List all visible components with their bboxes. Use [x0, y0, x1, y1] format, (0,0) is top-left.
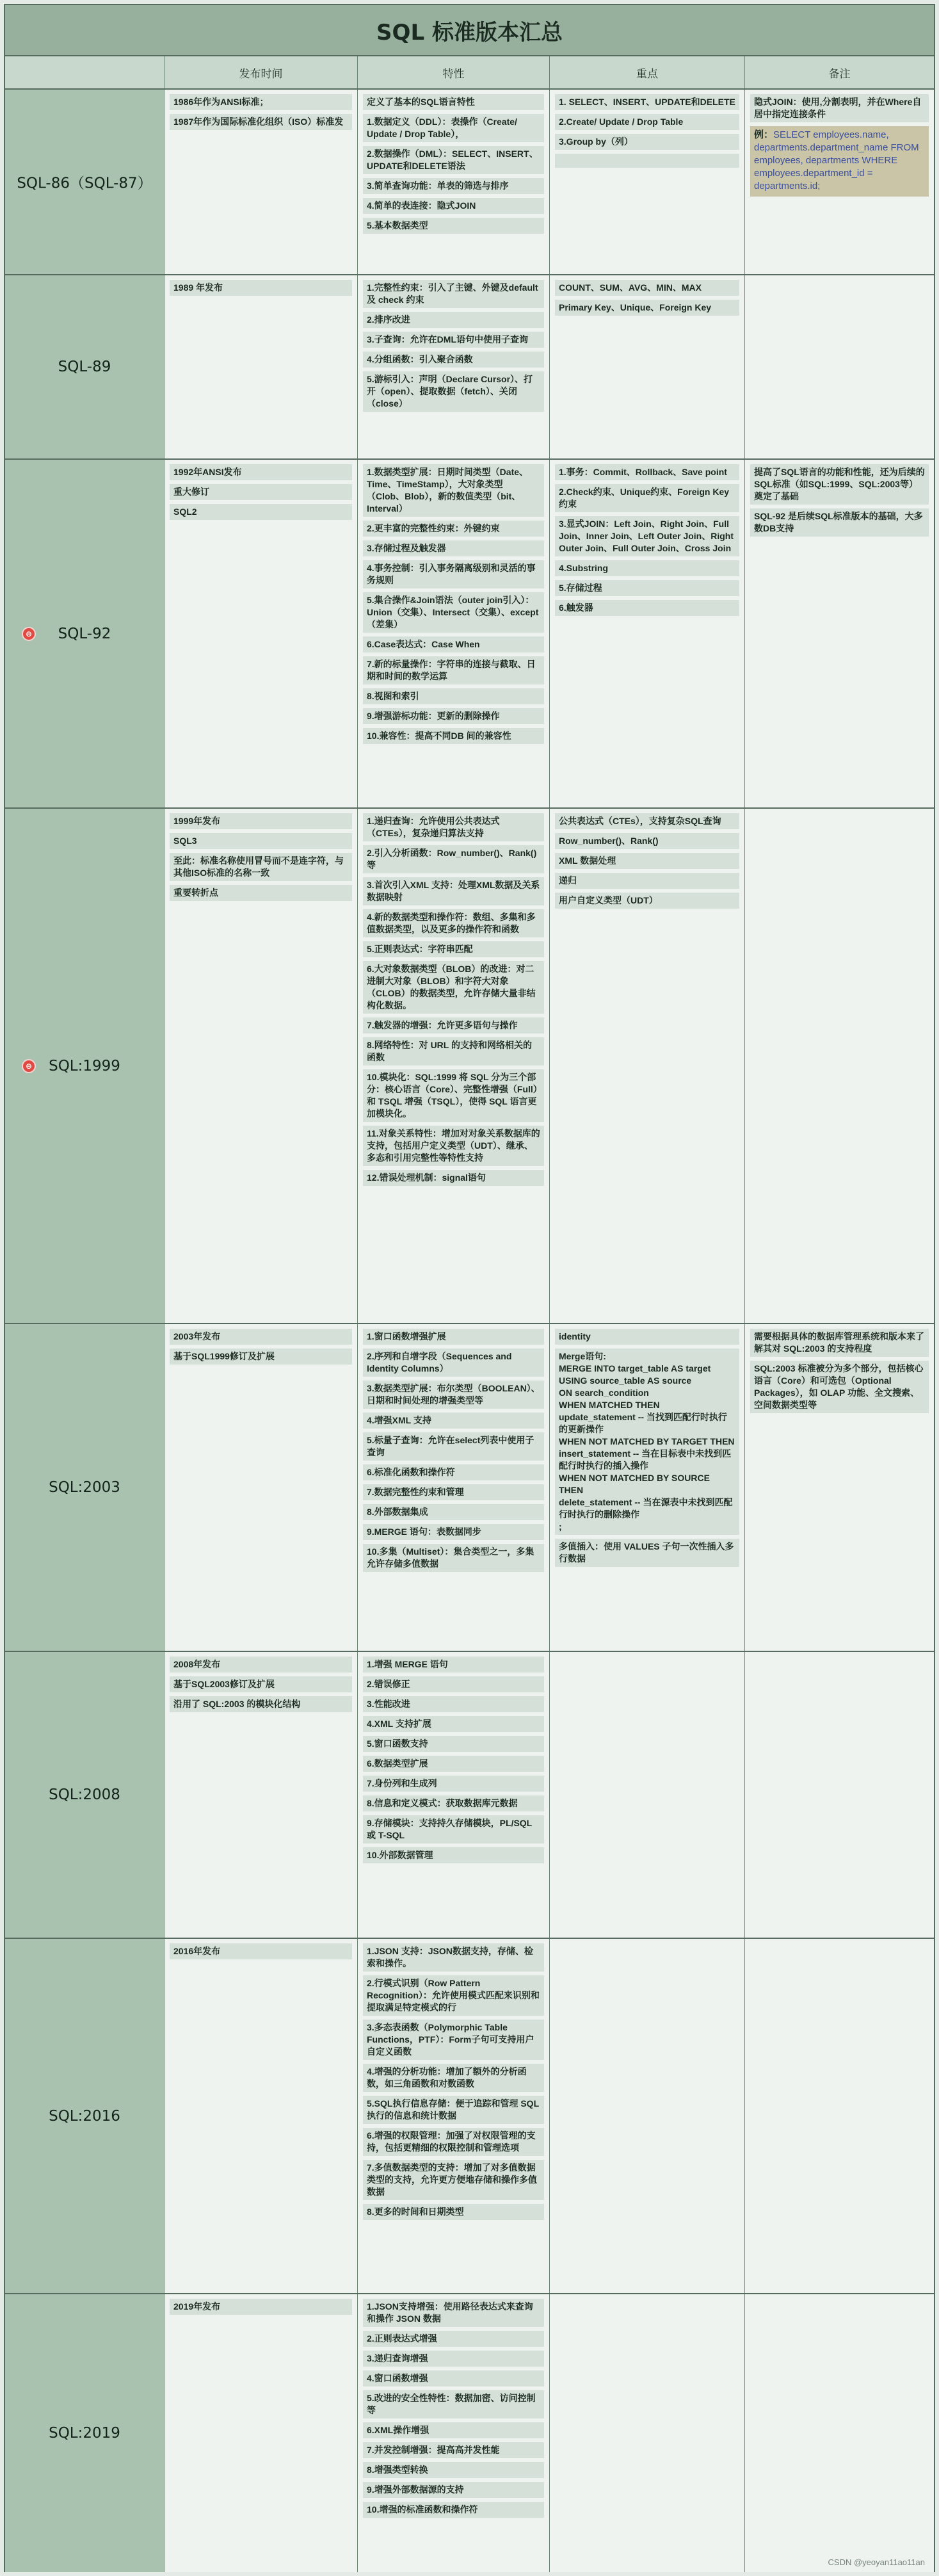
list-item: 3.多态表函数（Polymorphic Table Functions，PTF）：Form子句可支持用户自定义函数: [363, 2020, 544, 2060]
notes-cell: [744, 1324, 934, 1651]
list-item: 7.多值数据类型的支持：增加了对多值数据类型的支持，允许更方便地存储和操作多值数据: [363, 2160, 544, 2200]
list-item: 1.数据类型扩展：日期时间类型（Date、Time、TimeStamp），大对象类型（Clob、Blob），新的数值类型（bit、Interval）: [363, 464, 544, 517]
list-item: SQL2: [170, 504, 352, 520]
list-item: SQL:2003 标准被分为多个部分，包括核心语言（Core）和可选包（Optional Packages），如 OLAP 功能、全文搜索、空间数据类型等: [750, 1361, 929, 1413]
list-item: 7.新的标量操作：字符串的连接与截取、日期和时间的数学运算: [363, 656, 544, 685]
list-item: 2008年发布: [170, 1657, 352, 1673]
list-item: 2.错误修正: [363, 1676, 544, 1692]
key-points-cell: [549, 809, 744, 1323]
list-item: 6.触发器: [555, 600, 739, 616]
list-item: 1987年作为国际标准化组织（ISO）标准发: [170, 114, 352, 130]
notes-cell: [744, 1652, 934, 1938]
list-item: 2.Create/ Update / Drop Table: [555, 114, 739, 130]
list-item: 2003年发布: [170, 1329, 352, 1345]
list-item: 6.标准化函数和操作符: [363, 1464, 544, 1480]
key-points-cell: [549, 1939, 744, 2293]
list-item: 2.排序改进: [363, 312, 544, 328]
list-item: 12.错误处理机制：signal语句: [363, 1170, 544, 1186]
version-cell: [5, 809, 164, 1323]
list-item: 4.增强的分析功能：增加了额外的分析函数，如三角函数和对数函数: [363, 2064, 544, 2092]
list-item: 4.分组函数：引入聚合函数: [363, 352, 544, 368]
features-cell: [357, 1324, 549, 1651]
features-cell: [357, 809, 549, 1323]
list-item: 2.数据操作（DML）：SELECT、INSERT、UPDATE和DELETE语法: [363, 146, 544, 174]
list-item: 2.Check约束、Unique约束、Foreign Key约束: [555, 484, 739, 512]
list-item: 1999年发布: [170, 813, 352, 829]
list-item: 9.增强外部数据源的支持: [363, 2482, 544, 2498]
version-name: SQL:2003: [49, 1479, 120, 1496]
table-row: [5, 1939, 934, 2294]
list-item: 1.窗口函数增强扩展: [363, 1329, 544, 1345]
key-points-cell: [549, 275, 744, 458]
list-item: 1. SELECT、INSERT、UPDATE和DELETE: [555, 94, 739, 110]
list-item: 3.存储过程及触发器: [363, 540, 544, 556]
version-cell: [5, 460, 164, 807]
list-item: 5.改进的安全性特性：数据加密、访问控制等: [363, 2390, 544, 2418]
list-item: 5.游标引入：声明（Declare Cursor）、打开（open）、提取数据（fetch）、关闭（close）: [363, 371, 544, 412]
badge-icon: ⊖: [22, 627, 36, 641]
list-item: 4.新的数据类型和操作符：数组、多集和多值数据类型，以及更多的操作符和函数: [363, 909, 544, 937]
list-item: 2.行模式识别（Row Pattern Recognition）：允许使用模式匹配来识别和提取满足特定模式的行: [363, 1975, 544, 2016]
list-item: 3.数据类型扩展：布尔类型（BOOLEAN）、日期和时间处理的增强类型等: [363, 1381, 544, 1409]
list-item: Row_number()、Rank(): [555, 833, 739, 849]
notes-cell: [744, 1939, 934, 2293]
features-cell: [357, 460, 549, 807]
version-name: SQL:2016: [49, 2107, 120, 2125]
list-item: 8.视图和索引: [363, 688, 544, 704]
list-item: 需要根据具体的数据库管理系统和版本来了解其对 SQL:2003 的支持程度: [750, 1329, 929, 1357]
list-item: 2.正则表达式增强: [363, 2331, 544, 2347]
release-cell: [164, 90, 357, 274]
list-item: 9.MERGE 语句：表数据同步: [363, 1524, 544, 1540]
list-item: 8.外部数据集成: [363, 1504, 544, 1520]
list-item: COUNT、SUM、AVG、MIN、MAX: [555, 280, 739, 296]
list-item: XML 数据处理: [555, 853, 739, 869]
list-item: 7.并发控制增强：提高高并发性能: [363, 2442, 544, 2458]
features-cell: [357, 275, 549, 458]
list-item: 6.数据类型扩展: [363, 1756, 544, 1772]
release-cell: [164, 460, 357, 807]
version-name: SQL:2019: [49, 2425, 120, 2442]
key-points-cell: [549, 2294, 744, 2572]
list-item: 4.窗口函数增强: [363, 2370, 544, 2386]
watermark: CSDN @yeoyan11ao11an: [828, 2557, 925, 2567]
list-item: 5.窗口函数支持: [363, 1736, 544, 1752]
list-item: 3.子查询：允许在DML语句中使用子查询: [363, 332, 544, 348]
header-notes: 备注: [744, 56, 934, 88]
list-item: identity: [555, 1329, 739, 1345]
version-cell: [5, 90, 164, 274]
table-row: [5, 2294, 934, 2572]
list-item: 多值插入：使用 VALUES 子句一次性插入多行数据: [555, 1539, 739, 1567]
list-item: 1.JSON 支持：JSON数据支持，存储、检索和操作。: [363, 1943, 544, 1972]
list-item: SQL-92 是后续SQL标准版本的基础，大多数DB支持: [750, 508, 929, 537]
key-points-cell: [549, 460, 744, 807]
list-item: 3.首次引入XML 支持：处理XML数据及关系数据映射: [363, 877, 544, 905]
list-item: 1.JSON支持增强：使用路径表达式来查询和操作 JSON 数据: [363, 2299, 544, 2327]
code-example-label: 例：: [754, 129, 774, 140]
list-item: 2019年发布: [170, 2299, 352, 2315]
table-row: [5, 90, 934, 275]
list-item: 10.模块化：SQL:1999 将 SQL 分为三个部分：核心语言（Core）、完整性增强（Full）和 TSQL 增强（TSQL），使得 SQL 语言更加模块化。: [363, 1069, 544, 1122]
release-cell: [164, 809, 357, 1323]
version-cell: [5, 1652, 164, 1938]
notes-cell: [744, 90, 934, 274]
list-item: 用户自定义类型（UDT）: [555, 893, 739, 909]
table-row: [5, 809, 934, 1324]
list-item: 7.数据完整性约束和管理: [363, 1484, 544, 1500]
release-cell: [164, 1324, 357, 1651]
notes-cell: [744, 809, 934, 1323]
version-name: SQL-86（SQL-87）: [17, 175, 152, 192]
list-item: 3.性能改进: [363, 1696, 544, 1712]
version-cell: [5, 1324, 164, 1651]
list-item: 1.完整性约束：引入了主键、外键及default 及 check 约束: [363, 280, 544, 308]
version-name: SQL:2008: [49, 1786, 120, 1803]
list-item: 1992年ANSI发布: [170, 464, 352, 480]
key-points-cell: [549, 1652, 744, 1938]
release-cell: [164, 1652, 357, 1938]
key-points-cell: [549, 90, 744, 274]
list-item: 3.Group by（列）: [555, 134, 739, 150]
list-item: 10.多集（Multiset）：集合类型之一，多集允许存储多值数据: [363, 1544, 544, 1572]
table-row: [5, 1652, 934, 1939]
list-item: 1.递归查询：允许使用公共表达式（CTEs），复杂递归算法支持: [363, 813, 544, 841]
list-item: 7.身份列和生成列: [363, 1776, 544, 1792]
key-points-cell: [549, 1324, 744, 1651]
header-version: [5, 56, 164, 88]
list-item: 沿用了 SQL:2003 的模块化结构: [170, 1696, 352, 1712]
list-item: 8.增强类型转换: [363, 2462, 544, 2478]
list-item: 4.事务控制：引入事务隔离级别和灵活的事务规则: [363, 560, 544, 588]
list-item: 1.事务：Commit、Rollback、Save point: [555, 464, 739, 480]
list-item: 8.更多的时间和日期类型: [363, 2204, 544, 2220]
version-cell: [5, 1939, 164, 2293]
list-item: 4.Substring: [555, 560, 739, 576]
list-item: 10.外部数据管理: [363, 1847, 544, 1863]
table-header: [5, 56, 934, 90]
header-features: 特性: [357, 56, 549, 88]
list-item: 5.基本数据类型: [363, 218, 544, 234]
table-row: [5, 1324, 934, 1652]
list-item: 5.SQL执行信息存储：便于追踪和管理 SQL 执行的信息和统计数据: [363, 2096, 544, 2124]
list-item: 3.简单查询功能：单表的筛选与排序: [363, 178, 544, 194]
list-item: 1.增强 MERGE 语句: [363, 1657, 544, 1673]
release-cell: [164, 2294, 357, 2572]
list-item: 基于SQL2003修订及扩展: [170, 1676, 352, 1692]
header-release: 发布时间: [164, 56, 357, 88]
version-cell: [5, 2294, 164, 2572]
list-item: 重大修订: [170, 484, 352, 500]
code-example: [750, 126, 929, 197]
version-name: SQL:1999: [49, 1057, 120, 1074]
list-item: [555, 154, 739, 168]
list-item: 4.简单的表连接：隐式JOIN: [363, 198, 544, 214]
release-cell: [164, 1939, 357, 2293]
list-item: 至此：标准名称使用冒号而不是连字符，与其他ISO标准的名称一致: [170, 853, 352, 881]
features-cell: [357, 90, 549, 274]
list-item: 2.引入分析函数：Row_number()、Rank()等: [363, 845, 544, 873]
list-item: 隐式JOIN：使用,分割表明，并在Where自居中指定连接条件: [750, 94, 929, 122]
list-item: 提高了SQL语言的功能和性能，还为后续的SQL标准（如SQL:1999、SQL:2003等）奠定了基础: [750, 464, 929, 505]
list-item: 基于SQL1999修订及扩展: [170, 1349, 352, 1365]
list-item: 9.存储模块：支持持久存储模块，PL/SQL 或 T-SQL: [363, 1815, 544, 1843]
version-name: SQL-89: [58, 359, 111, 375]
list-item: 5.存储过程: [555, 580, 739, 596]
list-item: 6.增强的权限管理：加强了对权限管理的支持，包括更精细的权限控制和管理选项: [363, 2128, 544, 2156]
list-item: 5.正则表达式：字符串匹配: [363, 941, 544, 957]
header-key-points: 重点: [549, 56, 744, 88]
table-row: [5, 275, 934, 460]
badge-icon: ⊖: [22, 1059, 36, 1073]
code-example-text: SELECT employees.name, departments.department_name FROM employees, departments WHERE employees.department_id = departments.id;: [754, 129, 919, 191]
list-item: SQL3: [170, 833, 352, 849]
sql-standards-table: [4, 4, 935, 2572]
list-item: 1989 年发布: [170, 280, 352, 296]
list-item: Primary Key、Unique、Foreign Key: [555, 300, 739, 316]
list-item: 递归: [555, 873, 739, 889]
list-item: 2.序列和自增字段（Sequences and Identity Columns）: [363, 1349, 544, 1377]
features-cell: [357, 2294, 549, 2572]
list-item: 3.递归查询增强: [363, 2351, 544, 2367]
list-item: 8.网络特性：对 URL 的支持和网络相关的函数: [363, 1037, 544, 1065]
list-item: 6.XML操作增强: [363, 2422, 544, 2438]
version-name: SQL-92: [58, 625, 111, 642]
list-item: 1.数据定义（DDL）：表操作（Create/ Update / Drop Table），: [363, 114, 544, 142]
table-row: [5, 460, 934, 809]
version-cell: [5, 275, 164, 458]
list-item: 4.增强XML 支持: [363, 1413, 544, 1429]
list-item: 2016年发布: [170, 1943, 352, 1959]
list-item: Merge语句: MERGE INTO target_table AS target USING source_table AS source ON search_condition WHEN MATCHED THEN update_statement -- 当找到匹配行时执行的更新操作 WHEN NOT MATCHED BY TARGET THEN insert_statement -- 当在目标表中未找到匹配行时执行的插入操作 WHEN NOT MATCHED BY SOURCE THEN delete_statement -- 当在源表中未找到匹配行时执行的删除操作 ;: [555, 1349, 739, 1535]
list-item: 定义了基本的SQL语言特性: [363, 94, 544, 110]
list-item: 4.XML 支持扩展: [363, 1716, 544, 1732]
release-cell: [164, 275, 357, 458]
list-item: 重要转折点: [170, 885, 352, 901]
page-title: SQL 标准版本汇总: [5, 5, 934, 56]
features-cell: [357, 1939, 549, 2293]
notes-cell: [744, 460, 934, 807]
list-item: 1986年作为ANSI标准；: [170, 94, 352, 110]
notes-cell: [744, 2294, 934, 2572]
list-item: 7.触发器的增强：允许更多语句与操作: [363, 1017, 544, 1033]
list-item: 8.信息和定义模式：获取数据库元数据: [363, 1795, 544, 1811]
list-item: 3.显式JOIN：Left Join、Right Join、Full Join、Inner Join、Left Outer Join、Right Outer Join、Full Outer Join、Cross Join: [555, 516, 739, 556]
list-item: 5.集合操作&Join语法（outer join引入）：Union（交集）、Intersect（交集）、except（差集）: [363, 592, 544, 633]
features-cell: [357, 1652, 549, 1938]
list-item: 公共表达式（CTEs），支持复杂SQL查询: [555, 813, 739, 829]
list-item: 6.大对象数据类型（BLOB）的改进：对二进制大对象（BLOB）和字符大对象（CLOB）的数据类型，允许存储大量非结构化数据。: [363, 961, 544, 1014]
list-item: 2.更丰富的完整性约束：外键约束: [363, 521, 544, 537]
list-item: 9.增强游标功能：更新的删除操作: [363, 708, 544, 724]
list-item: 10.兼容性：提高不同DB 间的兼容性: [363, 728, 544, 744]
list-item: 5.标量子查询：允许在select列表中使用子查询: [363, 1432, 544, 1461]
notes-cell: [744, 275, 934, 458]
list-item: 11.对象关系特性：增加对对象关系数据库的支持，包括用户定义类型（UDT）、继承、多态和引用完整性等特性支持: [363, 1126, 544, 1166]
list-item: 10.增强的标准函数和操作符: [363, 2502, 544, 2518]
list-item: 6.Case表达式：Case When: [363, 636, 544, 652]
